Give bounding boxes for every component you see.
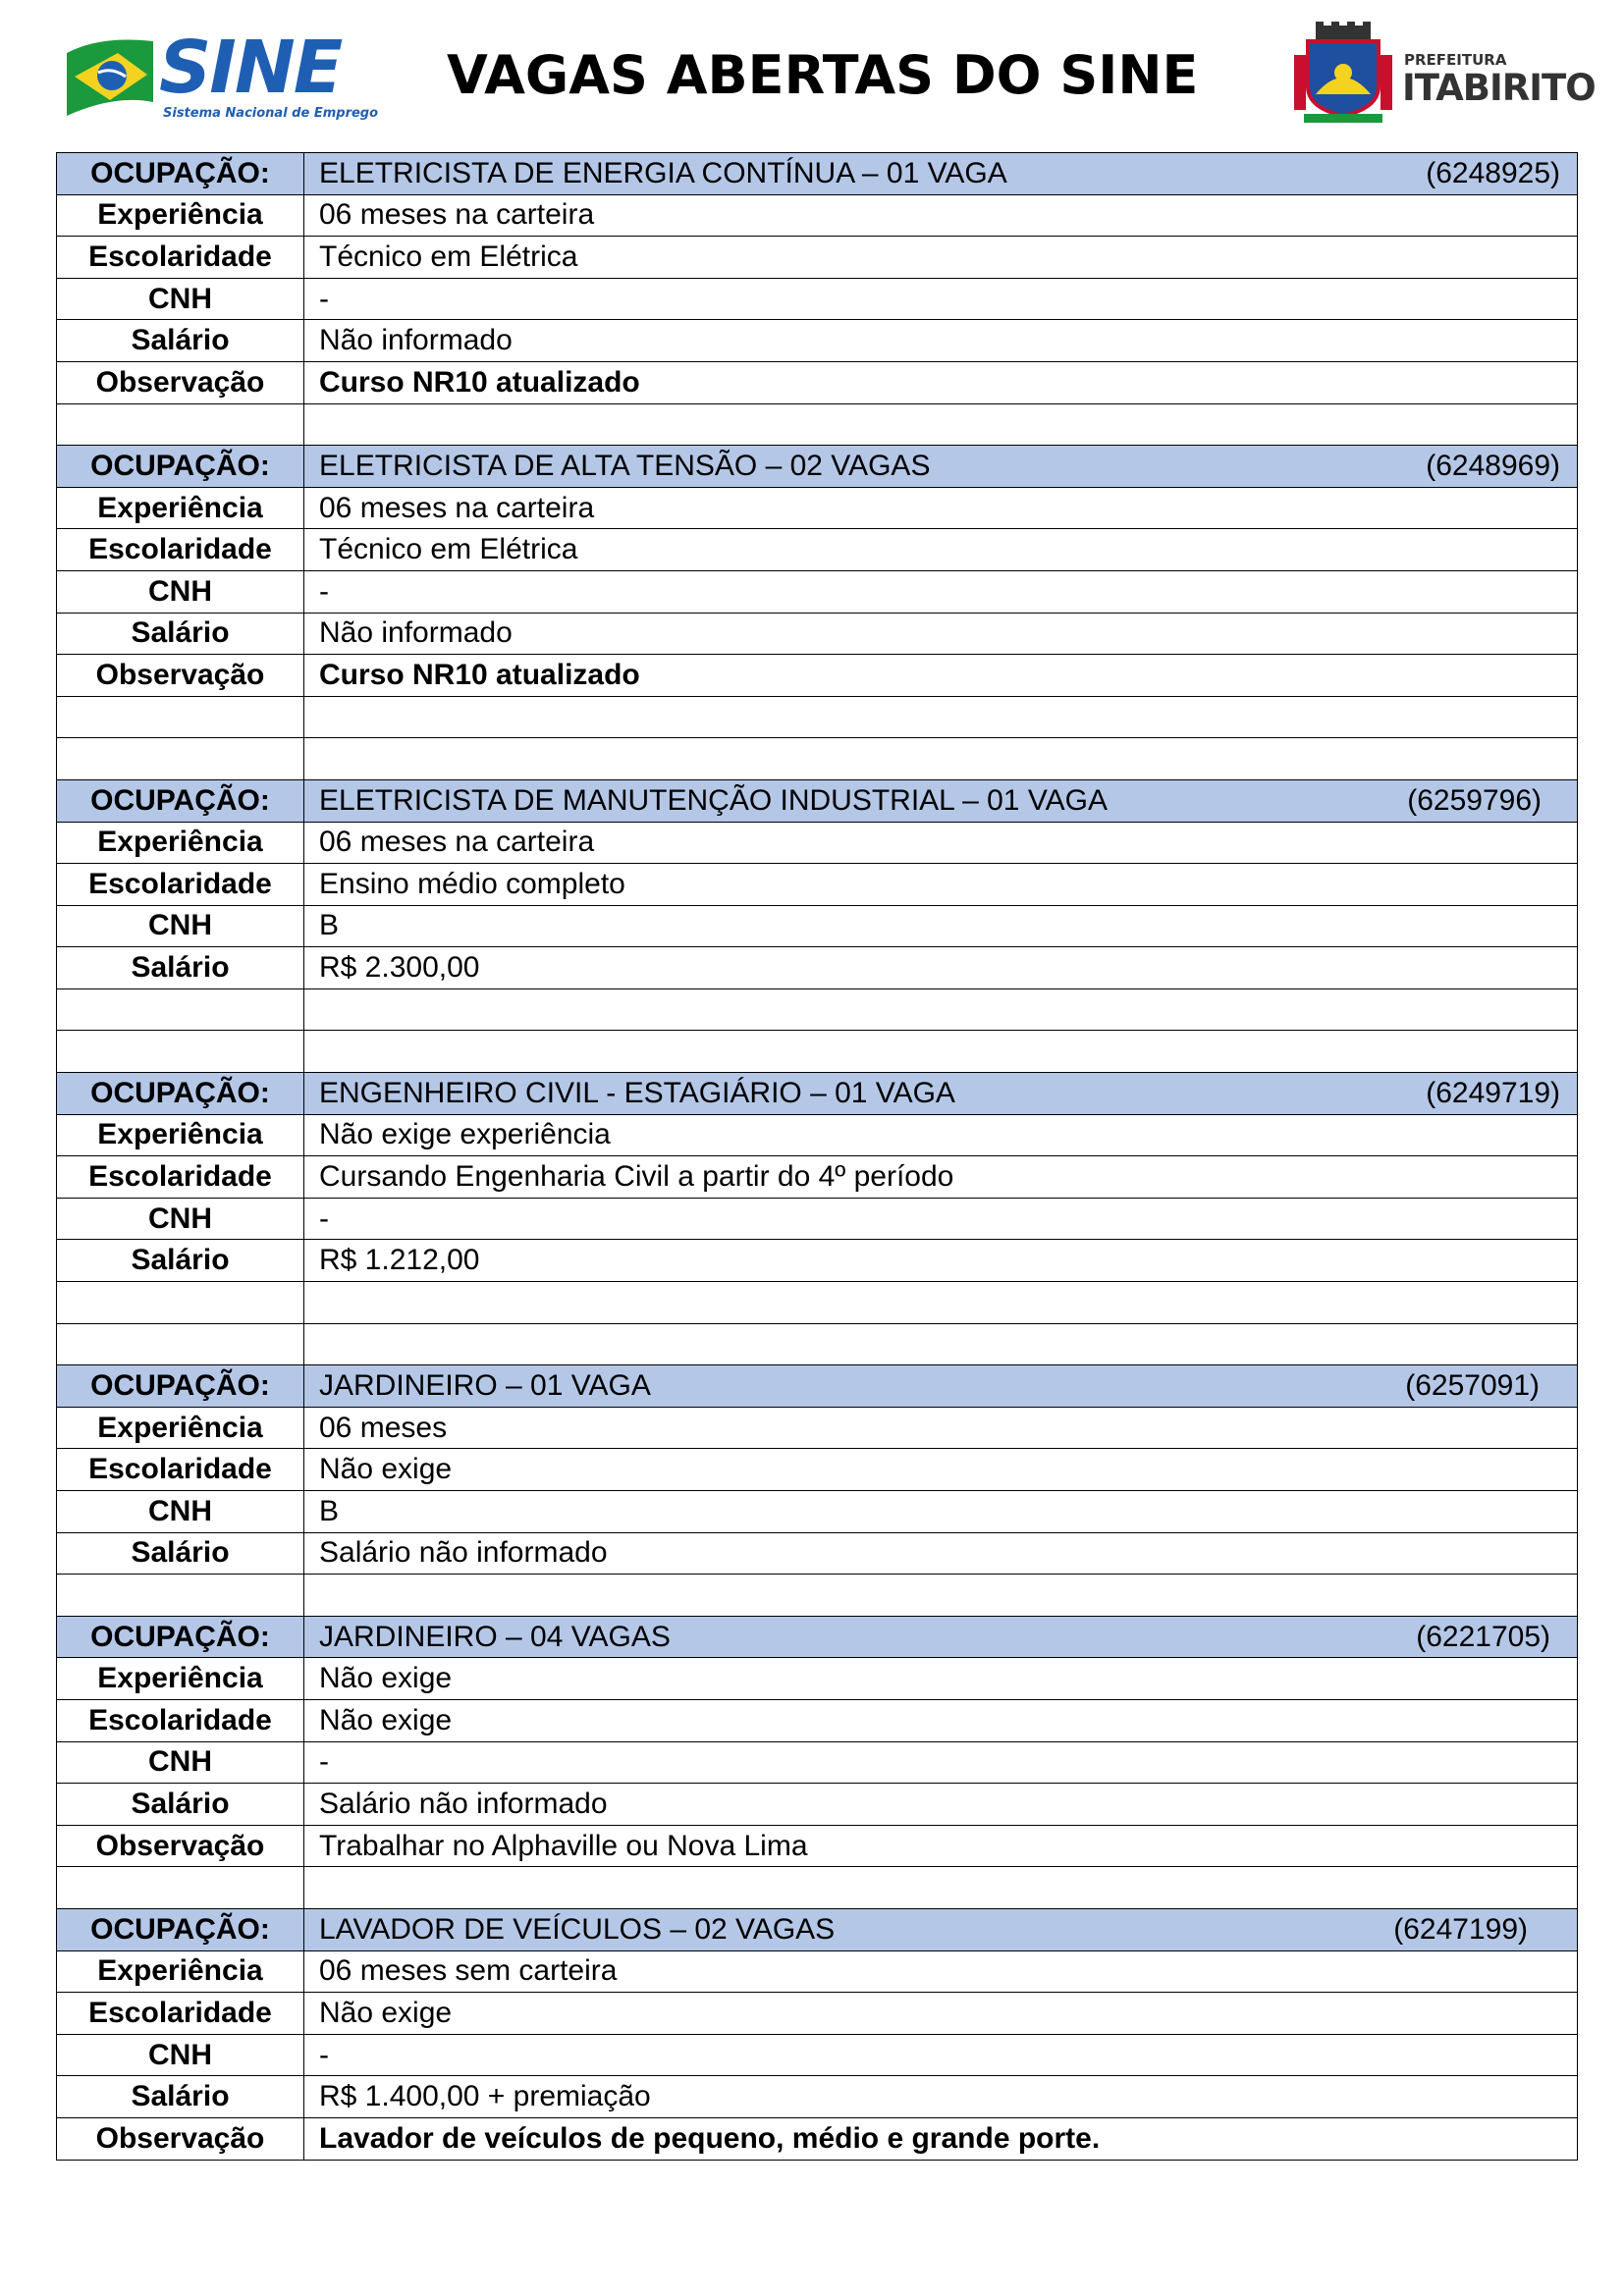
spacer-row (57, 738, 1578, 780)
occupation-cell (304, 446, 1578, 488)
table-row (57, 1950, 1578, 1993)
page-header (0, 0, 1624, 147)
occupation-row (57, 153, 1578, 195)
table-row (57, 320, 1578, 362)
occupation-label: OCUPAÇÃO: (57, 153, 304, 195)
spacer-row (57, 1282, 1578, 1324)
experience-value: 06 meses sem carteira (304, 1950, 1578, 1993)
table-row (57, 487, 1578, 529)
table-row (57, 278, 1578, 320)
table-row (57, 1825, 1578, 1867)
education-label: Escolaridade (57, 1156, 304, 1199)
occupation-row (57, 1908, 1578, 1950)
table-row (57, 361, 1578, 403)
note-value: Trabalhar no Alphaville ou Nova Lima (304, 1825, 1578, 1867)
license-value: - (304, 1741, 1578, 1784)
note-label: Observação (57, 361, 304, 403)
occupation-label: OCUPAÇÃO: (57, 1073, 304, 1115)
spacer-row (57, 1867, 1578, 1909)
table-row (57, 1532, 1578, 1575)
job-code: (6221705) (1416, 1620, 1550, 1653)
education-label: Escolaridade (57, 1993, 304, 2035)
note-label: Observação (57, 655, 304, 697)
job-code: (6257091) (1405, 1369, 1540, 1403)
occupation-title: ELETRICISTA DE ALTA TENSÃO – 02 VAGAS (319, 449, 931, 482)
education-value: Não exige (304, 1699, 1578, 1741)
experience-label: Experiência (57, 1950, 304, 1993)
occupation-label: OCUPAÇÃO: (57, 1616, 304, 1658)
table-row (57, 1699, 1578, 1741)
license-value: - (304, 1198, 1578, 1240)
occupation-label: OCUPAÇÃO: (57, 446, 304, 488)
spacer-row (57, 988, 1578, 1031)
table-row (57, 237, 1578, 279)
occupation-label: OCUPAÇÃO: (57, 779, 304, 822)
experience-value: 06 meses (304, 1407, 1578, 1449)
table-row (57, 655, 1578, 697)
prefeitura-label: PREFEITURA (1404, 51, 1507, 69)
education-label: Escolaridade (57, 1699, 304, 1741)
job-listings-table (56, 152, 1578, 2161)
license-label: CNH (57, 905, 304, 947)
sine-logo-subtitle: Sistema Nacional de Emprego (163, 106, 379, 121)
spacer-row (57, 696, 1578, 738)
license-label: CNH (57, 2034, 304, 2076)
experience-label: Experiência (57, 194, 304, 237)
salary-label: Salário (57, 320, 304, 362)
table-row (57, 1156, 1578, 1199)
table-row (57, 864, 1578, 906)
education-value: Não exige (304, 1449, 1578, 1491)
table-row (57, 1993, 1578, 2035)
license-label: CNH (57, 278, 304, 320)
table-row (57, 2117, 1578, 2160)
occupation-title: JARDINEIRO – 04 VAGAS (319, 1620, 671, 1653)
occupation-row (57, 1616, 1578, 1658)
occupation-cell (304, 1073, 1578, 1115)
occupation-row (57, 779, 1578, 822)
occupation-label: OCUPAÇÃO: (57, 1908, 304, 1950)
occupation-title: ELETRICISTA DE ENERGIA CONTÍNUA – 01 VAGA (319, 156, 1007, 189)
table-row (57, 1114, 1578, 1156)
table-row (57, 1240, 1578, 1282)
spacer-row (57, 1323, 1578, 1365)
job-code: (6259796) (1407, 783, 1542, 817)
table-row (57, 194, 1578, 237)
education-value: Não exige (304, 1993, 1578, 2035)
license-value: B (304, 905, 1578, 947)
salary-value: R$ 2.300,00 (304, 947, 1578, 989)
table-row (57, 1784, 1578, 1826)
education-label: Escolaridade (57, 864, 304, 906)
job-code: (6248969) (1426, 449, 1560, 482)
experience-value: 06 meses na carteira (304, 194, 1578, 237)
spacer-row (57, 403, 1578, 446)
salary-label: Salário (57, 1532, 304, 1575)
occupation-row (57, 1073, 1578, 1115)
education-value: Ensino médio completo (304, 864, 1578, 906)
education-label: Escolaridade (57, 1449, 304, 1491)
city-coat-of-arms-icon (1294, 22, 1392, 125)
spacer-row (57, 1031, 1578, 1073)
salary-value: R$ 1.212,00 (304, 1240, 1578, 1282)
experience-label: Experiência (57, 1114, 304, 1156)
job-code: (6249719) (1426, 1076, 1560, 1109)
experience-label: Experiência (57, 487, 304, 529)
occupation-row (57, 446, 1578, 488)
prefeitura-logo (1294, 22, 1596, 125)
table-row (57, 570, 1578, 613)
table-row (57, 613, 1578, 655)
occupation-cell (304, 779, 1578, 822)
experience-value: 06 meses na carteira (304, 822, 1578, 864)
table-row (57, 947, 1578, 989)
education-label: Escolaridade (57, 237, 304, 279)
occupation-title: LAVADOR DE VEÍCULOS – 02 VAGAS (319, 1912, 836, 1946)
license-value: - (304, 2034, 1578, 2076)
education-label: Escolaridade (57, 529, 304, 571)
license-value: B (304, 1491, 1578, 1533)
experience-label: Experiência (57, 1658, 304, 1700)
salary-value: Salário não informado (304, 1532, 1578, 1575)
spacer-row (57, 1575, 1578, 1617)
salary-value: Não informado (304, 320, 1578, 362)
note-label: Observação (57, 1825, 304, 1867)
sine-logo (61, 26, 379, 123)
salary-label: Salário (57, 2076, 304, 2118)
table-row (57, 529, 1578, 571)
note-value: Curso NR10 atualizado (304, 655, 1578, 697)
license-label: CNH (57, 1741, 304, 1784)
license-label: CNH (57, 570, 304, 613)
note-value: Curso NR10 atualizado (304, 361, 1578, 403)
salary-value: Salário não informado (304, 1784, 1578, 1826)
occupation-title: JARDINEIRO – 01 VAGA (319, 1369, 651, 1403)
note-value: Lavador de veículos de pequeno, médio e grande porte. (304, 2117, 1578, 2160)
occupation-cell (304, 1616, 1578, 1658)
occupation-cell (304, 1908, 1578, 1950)
license-value: - (304, 278, 1578, 320)
occupation-title: ENGENHEIRO CIVIL - ESTAGIÁRIO – 01 VAGA (319, 1076, 955, 1109)
table-row (57, 1741, 1578, 1784)
experience-value: Não exige experiência (304, 1114, 1578, 1156)
table-row (57, 822, 1578, 864)
table-row (57, 1198, 1578, 1240)
salary-value: R$ 1.400,00 + premiação (304, 2076, 1578, 2118)
license-label: CNH (57, 1198, 304, 1240)
job-code: (6247199) (1393, 1912, 1528, 1946)
table-row (57, 1449, 1578, 1491)
page-title: VAGAS ABERTAS DO SINE (447, 44, 1199, 106)
job-code: (6248925) (1426, 156, 1560, 189)
note-label: Observação (57, 2117, 304, 2160)
brazil-flag-icon (61, 33, 157, 122)
table-row (57, 1407, 1578, 1449)
salary-label: Salário (57, 1240, 304, 1282)
experience-label: Experiência (57, 1407, 304, 1449)
occupation-row (57, 1365, 1578, 1408)
sine-logo-text: SINE (159, 26, 342, 110)
education-value: Cursando Engenharia Civil a partir do 4º período (304, 1156, 1578, 1199)
itabirito-label: ITABIRITO (1402, 67, 1596, 109)
education-value: Técnico em Elétrica (304, 237, 1578, 279)
table-row (57, 2076, 1578, 2118)
salary-label: Salário (57, 613, 304, 655)
occupation-title: ELETRICISTA DE MANUTENÇÃO INDUSTRIAL – 01 VAGA (319, 783, 1108, 817)
table-row (57, 1491, 1578, 1533)
salary-value: Não informado (304, 613, 1578, 655)
occupation-label: OCUPAÇÃO: (57, 1365, 304, 1408)
occupation-cell (304, 1365, 1578, 1408)
occupation-cell (304, 153, 1578, 195)
experience-value: 06 meses na carteira (304, 487, 1578, 529)
license-value: - (304, 570, 1578, 613)
license-label: CNH (57, 1491, 304, 1533)
table-row (57, 1658, 1578, 1700)
education-value: Técnico em Elétrica (304, 529, 1578, 571)
salary-label: Salário (57, 1784, 304, 1826)
experience-value: Não exige (304, 1658, 1578, 1700)
experience-label: Experiência (57, 822, 304, 864)
table-row (57, 905, 1578, 947)
table-row (57, 2034, 1578, 2076)
salary-label: Salário (57, 947, 304, 989)
